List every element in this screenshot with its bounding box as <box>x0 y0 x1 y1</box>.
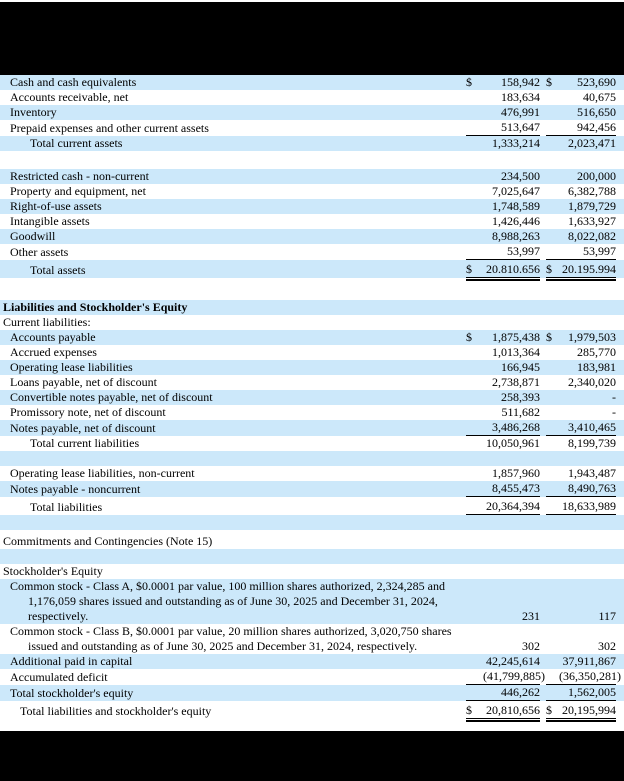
table-row <box>0 624 624 654</box>
row-label: Commitments and Contingencies (Note 15) <box>3 534 213 548</box>
row-label: Total current liabilities <box>30 436 140 450</box>
dollar-sign: $ <box>466 75 472 89</box>
amount-value: 20,810,656 <box>486 703 540 717</box>
row-label: Total liabilities and stockholder's equity <box>20 704 212 718</box>
amount-col1-cell <box>466 244 540 260</box>
black-top-bar <box>0 2 624 75</box>
table-row <box>0 136 624 151</box>
amount-value: 446,262 <box>501 685 540 699</box>
table-row <box>0 390 624 405</box>
amount-col2-cell <box>546 375 616 390</box>
amount-col2-cell <box>546 685 616 701</box>
amount-value: 1,748,589 <box>492 199 540 213</box>
amount-col2-cell <box>546 262 616 278</box>
row-label: Intangible assets <box>10 214 90 228</box>
amount-col1-cell <box>466 345 540 360</box>
table-row <box>0 330 624 345</box>
table-row <box>0 214 624 229</box>
amount-col1-cell <box>466 703 540 719</box>
amount-col1-cell <box>466 466 540 481</box>
amount-value: 1,013,364 <box>492 345 540 359</box>
amount-col2-cell <box>546 436 616 451</box>
amount-col2-cell <box>546 184 616 199</box>
amount-col1-cell <box>466 420 540 436</box>
amount-value: 53,997 <box>507 244 540 258</box>
amount-value: 7,025,647 <box>492 184 540 198</box>
table-row <box>0 375 624 390</box>
amount-value: 40,675 <box>583 90 616 104</box>
table-row <box>0 345 624 360</box>
amount-col1-cell <box>466 405 540 420</box>
amount-col1-cell <box>466 685 540 701</box>
amount-col2-cell <box>546 703 616 719</box>
amount-value: 3,410,465 <box>568 420 616 434</box>
amount-value: 37,911,867 <box>562 654 616 668</box>
amount-col1-cell <box>466 375 540 390</box>
amount-col2-cell <box>546 315 616 330</box>
row-label: Accumulated deficit <box>10 670 108 684</box>
amount-col1-cell <box>466 262 540 278</box>
amount-col2-cell <box>546 390 616 405</box>
amount-col1-cell <box>466 214 540 229</box>
table-row <box>0 184 624 199</box>
amount-col2-cell <box>546 499 616 515</box>
table-row <box>0 481 624 497</box>
amount-col1-cell <box>466 300 540 315</box>
row-label: Loans payable, net of discount <box>10 375 157 389</box>
amount-value: 42,245,614 <box>486 654 540 668</box>
row-label: Liabilities and Stockholder's Equity <box>3 300 188 314</box>
table-row <box>0 420 624 436</box>
amount-value: 20.195.994 <box>562 262 616 276</box>
amount-col1-cell <box>466 669 545 685</box>
amount-value: 183,981 <box>577 360 616 374</box>
row-label: Current liabilities: <box>3 315 91 329</box>
row-label: Inventory <box>10 105 57 119</box>
amount-value: 166,945 <box>501 360 540 374</box>
amount-col2-cell <box>546 360 616 375</box>
dollar-sign: $ <box>546 330 552 344</box>
row-label: Total liabilities <box>30 500 103 514</box>
table-row <box>0 260 624 278</box>
amount-value: 1,633,927 <box>568 214 616 228</box>
table-row <box>0 105 624 120</box>
row-label: Additional paid in capital <box>10 654 133 668</box>
amount-value: 285,770 <box>577 345 616 359</box>
amount-value: 10,050,961 <box>486 436 540 450</box>
amount-col1-cell <box>466 184 540 199</box>
amount-col2-cell <box>546 654 616 669</box>
amount-col1-cell <box>466 481 540 497</box>
amount-col1-cell <box>466 609 540 624</box>
amount-value: 1,426,446 <box>492 214 540 228</box>
table-row <box>0 685 624 701</box>
amount-value: 8,988,263 <box>492 229 540 243</box>
amount-col2-cell <box>546 669 621 685</box>
amount-value: 183,634 <box>501 90 540 104</box>
table-row <box>0 199 624 214</box>
amount-col2-cell <box>546 466 616 481</box>
amount-col2-cell <box>546 229 616 244</box>
amount-col1-cell <box>466 436 540 451</box>
table-row <box>0 300 624 315</box>
table-row <box>0 534 624 549</box>
amount-col2-cell <box>546 639 616 654</box>
amount-value: 8,455,473 <box>492 481 540 495</box>
row-label: Restricted cash - non-current <box>10 169 149 183</box>
amount-value: 8,022,082 <box>568 229 616 243</box>
table-row <box>0 579 624 624</box>
amount-value: 117 <box>598 609 616 623</box>
amount-value: 1,879,729 <box>568 199 616 213</box>
amount-col2-cell <box>546 75 616 90</box>
row-label: Accounts payable <box>10 330 96 344</box>
table-row <box>0 315 624 330</box>
amount-value: 1,333,214 <box>492 136 540 150</box>
amount-value: 516,650 <box>577 105 616 119</box>
amount-value: 523,690 <box>577 75 616 89</box>
row-label: Common stock - Class B, $0.0001 par value, 20 million shares authorized, 3,020,750 shares issued and outstanding as of June 30, 2025 and December 31, 2024, respectively. <box>10 624 452 653</box>
amount-value: 2,738,871 <box>492 375 540 389</box>
row-label: Common stock - Class A, $0.0001 par value, 100 million shares authorized, 2,324,285 and 1,176,059 shares issued and outstanding as of June 30, 2025 and December 31, 2024, respectively. <box>10 579 445 623</box>
amount-value: 8,490,763 <box>568 481 616 495</box>
amount-value: 20.810.656 <box>486 262 540 276</box>
blank-row <box>0 278 624 300</box>
amount-value: 6,382,788 <box>568 184 616 198</box>
balance-sheet <box>0 75 624 731</box>
table-row <box>0 701 624 719</box>
amount-col1-cell <box>466 199 540 214</box>
amount-col1-cell <box>466 499 540 515</box>
amount-col1-cell <box>466 564 540 579</box>
amount-value: 2,340,020 <box>568 375 616 389</box>
amount-col1-cell <box>466 136 540 151</box>
table-row <box>0 90 624 105</box>
table-row <box>0 497 624 515</box>
amount-col2-cell <box>546 609 616 624</box>
table-row <box>0 229 624 244</box>
amount-col1-cell <box>466 390 540 405</box>
amount-value: 2,023,471 <box>568 136 616 150</box>
dollar-sign: $ <box>466 703 472 717</box>
dollar-sign: $ <box>546 703 552 717</box>
blank-row <box>0 549 624 564</box>
amount-value: 158,942 <box>501 75 540 89</box>
table-row <box>0 436 624 451</box>
amount-value: 234,500 <box>501 169 540 183</box>
row-label: Notes payable, net of discount <box>10 421 156 435</box>
row-label: Accrued expenses <box>10 345 97 359</box>
amount-value: 942,456 <box>577 120 616 134</box>
amount-col1-cell <box>466 330 540 345</box>
table-row <box>0 120 624 136</box>
blank-row <box>0 515 624 530</box>
row-label: Cash and cash equivalents <box>10 75 137 89</box>
amount-col2-cell <box>546 534 616 549</box>
amount-value: 20,195,994 <box>562 703 616 717</box>
amount-col2-cell <box>546 199 616 214</box>
table-row <box>0 669 624 685</box>
amount-value: - <box>612 405 616 419</box>
row-label: Notes payable - noncurrent <box>10 482 141 496</box>
dollar-sign: $ <box>546 262 552 276</box>
amount-col1-cell <box>466 315 540 330</box>
dollar-sign: $ <box>546 75 552 89</box>
amount-col1-cell <box>466 120 540 136</box>
amount-value: 200,000 <box>577 169 616 183</box>
amount-col2-cell <box>546 136 616 151</box>
row-label: Stockholder's Equity <box>3 564 103 578</box>
amount-col1-cell <box>466 105 540 120</box>
amount-col1-cell <box>466 639 540 654</box>
blank-row <box>0 151 624 169</box>
amount-col2-cell <box>546 214 616 229</box>
table-row <box>0 405 624 420</box>
amount-col2-cell <box>546 105 616 120</box>
amount-value: 302 <box>522 639 540 653</box>
row-label: Operating lease liabilities, non-current <box>10 466 195 480</box>
amount-col1-cell <box>466 534 540 549</box>
amount-col2-cell <box>546 564 616 579</box>
amount-col2-cell <box>546 420 616 436</box>
amount-value: 1,857,960 <box>492 466 540 480</box>
row-label: Promissory note, net of discount <box>10 405 166 419</box>
amount-col2-cell <box>546 405 616 420</box>
table-row <box>0 654 624 669</box>
table-row <box>0 244 624 260</box>
amount-col1-cell <box>466 654 540 669</box>
table-row <box>0 360 624 375</box>
amount-value: 476,991 <box>501 105 540 119</box>
amount-col2-cell <box>546 169 616 184</box>
amount-value: 18,633,989 <box>562 499 616 513</box>
amount-value: 258,393 <box>501 390 540 404</box>
dollar-sign: $ <box>466 262 472 276</box>
row-label: Other assets <box>10 245 69 259</box>
row-label: Accounts receivable, net <box>10 90 129 104</box>
row-label: Operating lease liabilities <box>10 360 133 374</box>
amount-col1-cell <box>466 75 540 90</box>
row-label: Total assets <box>30 263 86 277</box>
table-row <box>0 564 624 579</box>
table-row <box>0 466 624 481</box>
amount-value: 1,562,005 <box>568 685 616 699</box>
amount-col2-cell <box>546 120 616 136</box>
amount-value: (36,350,281) <box>559 669 621 683</box>
row-label: Convertible notes payable, net of discount <box>10 390 213 404</box>
row-label: Total stockholder's equity <box>10 686 134 700</box>
dollar-sign: $ <box>466 330 472 344</box>
table-row <box>0 75 624 90</box>
row-label: Property and equipment, net <box>10 184 146 198</box>
amount-value: 8,199,739 <box>568 436 616 450</box>
amount-col2-cell <box>546 244 616 260</box>
blank-row <box>0 451 624 466</box>
amount-col2-cell <box>546 330 616 345</box>
amount-col2-cell <box>546 345 616 360</box>
amount-value: 513,647 <box>501 120 540 134</box>
amount-col1-cell <box>466 90 540 105</box>
amount-col1-cell <box>466 360 540 375</box>
amount-value: 1,979,503 <box>568 330 616 344</box>
amount-value: 3,486,268 <box>492 420 540 434</box>
amount-value: 1,875,438 <box>492 330 540 344</box>
amount-value: 302 <box>598 639 616 653</box>
amount-value: 231 <box>522 609 540 623</box>
amount-value: 1,943,487 <box>568 466 616 480</box>
row-label: Total current assets <box>30 136 123 150</box>
table-row <box>0 169 624 184</box>
amount-value: 20,364,394 <box>486 499 540 513</box>
amount-col2-cell <box>546 300 616 315</box>
amount-col2-cell <box>546 481 616 497</box>
amount-value: 53,997 <box>583 244 616 258</box>
amount-value: 511,682 <box>501 405 540 419</box>
amount-value: - <box>612 390 616 404</box>
row-label: Goodwill <box>10 229 56 243</box>
row-label: Prepaid expenses and other current assets <box>10 121 209 135</box>
amount-value: (41,799,885) <box>483 669 545 683</box>
row-label: Right-of-use assets <box>10 199 102 213</box>
amount-col1-cell <box>466 169 540 184</box>
amount-col1-cell <box>466 229 540 244</box>
amount-col2-cell <box>546 90 616 105</box>
